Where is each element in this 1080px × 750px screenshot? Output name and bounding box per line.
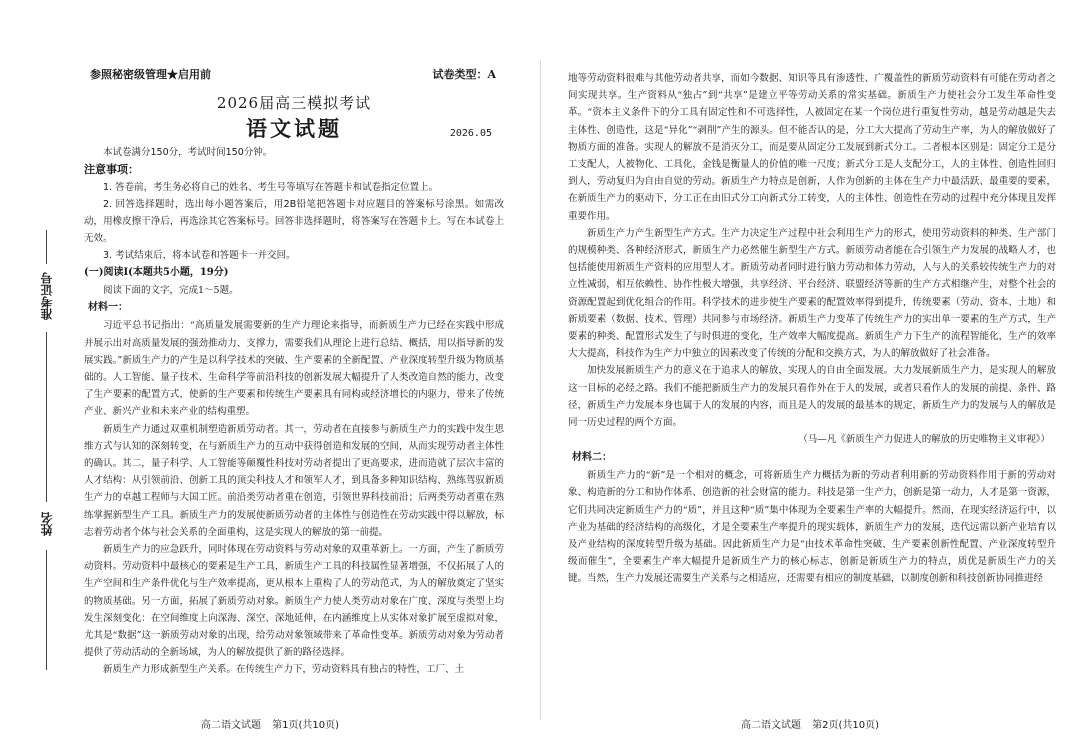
confidentiality-label: 参照秘密级管理★启用前 bbox=[90, 68, 211, 81]
footer-subject: 高二语文试题 bbox=[200, 720, 261, 731]
body-paragraph: 新质生产力通过双重机制塑造新质劳动者。其一，劳动者在直接参与新质生产力的实践中发生思维方式与认知的深刻转变，在与新质生产力的互动中获得创造和发展的空间，从而实现劳动者主体性的确认。其二，量子科学、人工智能等颠覆性科技对劳动者提出了更高要求，进而造就了层次丰富的人才结构：从引领前沿、创新工具的顶尖科技人才和领军人才，到具备多种知识结构、熟练驾驭新质生产力的卓越工程师与大国工匠。前沿类劳动者重在创造，引领世界科技前沿；后两类劳动者重在熟练掌握新型生产工具。新质生产力的发展使新质劳动者的主体性与创造性在劳动实践中得以解放，标志着劳动者个体与社会关系的全面重构，这是实现人的解放的第一前提。 bbox=[84, 423, 504, 538]
binding-margin bbox=[36, 230, 62, 670]
subject-row bbox=[84, 114, 504, 144]
body-paragraph: 地等劳动资料很难与其他劳动者共享，而如今数据、知识等具有渗透性、广覆盖性的新质劳动资料有可能在劳动者之间实现共享。生产资料从“独占”到“共享”是建立平等劳动关系的常实基础。新质生产力使社会分工发生革命性变革。“资本主义条件下的分工具有固定性和不可选择性，人被固定在某一个岗位进行重复性劳动，越是劳动越是失去主体性、创造性，这是“异化”“剥削”产生的源头。但不能否认的是，分工大大提高了劳动生产率，为人的解放做好了物质方面的准备。实现人的解放不是消灭分工，而是要从固定分工发展到新式分工。二者根本区别是：固定分工是分工支配人，人被物化、工具化，金钱是衡量人的价值的唯一尺度；新式分工是人支配分工，人的主体性、创造性回归到人，劳动复归为自由自觉的劳动。新质生产力特点是创新，人作为创新的主体在生产力中最活跃、最重要的要素，在新质生产力的驱动下，分工正在由旧式分工向新式分工转变，人的主体性、创造性在劳动的过程中充分体现且发挥重要作用。 bbox=[568, 73, 1056, 222]
notes-title: 注意事项： bbox=[84, 163, 139, 177]
page-1-footer bbox=[0, 716, 540, 731]
material-two-label: 材料二： bbox=[572, 452, 612, 464]
name-label: 姓名 bbox=[40, 512, 54, 536]
page-2-footer bbox=[540, 716, 1080, 731]
subject-title: 语文试题 bbox=[246, 116, 342, 141]
body-paragraph: 习近平总书记指出：“高质量发展需要新的生产力理论来指导，而新质生产力已经在实践中形成并展示出对高质量发展的强劲推动力、支撑力，需要我们从理论上进行总结、概括，用以指导新的发展实践。”新质生产力的产生是以科学技术的突破、生产要素的全新配置、产业深度转型升级为物质基础的。人工智能、量子技术、生命科学等前沿科技的创新发展大幅提升了人类改造自然的能力，改变了生产要素的配置方式，使新的生产要素和传统生产要素具有同构或经济增长的内驱力，带来了传统产业、新兴产业和未来产业的结构重塑。 bbox=[84, 320, 504, 418]
note-item: 2. 回答选择题时，选出每小题答案后，用2B铅笔把答题卡对应题目的答案标号涂黑。如需改动，用橡皮擦干净后，再选涂其它答案标号。回答非选择题时，将答案写在答题卡上。写在本试卷上无效。 bbox=[84, 199, 504, 245]
body-paragraph: 新质生产力形成新型生产关系。在传统生产力下，劳动资料具有独占的特性，工厂、土 bbox=[103, 664, 465, 676]
page-2-content bbox=[568, 70, 1056, 588]
page-1-content bbox=[84, 66, 504, 679]
exam-id-label: 准考证号 bbox=[40, 272, 54, 320]
footer-page-number: 第2页(共10页) bbox=[812, 720, 880, 731]
paper-type-label: 试卷类型：A bbox=[432, 68, 496, 81]
body-paragraph: 新质生产力的应急跃升，同时体现在劳动资料与劳动对象的双重革新上。一方面，产生了新质劳动资料。劳动资料中最核心的要素是生产工具，新质生产工具的科技属性显著增强，不仅拓展了人的生产空间和生产条件优化与生产效率提高，更从根本上重构了人的劳动范式，为人的解放奠定了坚实的物质基础。另一方面，拓展了新质劳动对象。新质生产力使人类劳动对象在广度、深度与类型上均发生深刻变化：在空间维度上向深海、深空、深地延伸，在内涵维度上从实体对象扩展至虚拟对象，尤其是“数据”这一新质劳动对象的出现，给劳动对象领域带来了革命性变革。新质劳动对象为劳动者提供了劳动活动的全新场域，为人的解放提供了新的路径选择。 bbox=[84, 544, 504, 659]
exam-date: 2026.05 bbox=[449, 128, 492, 139]
reading-instruction: 阅读下面的文字，完成1～5题。 bbox=[103, 285, 239, 297]
section-title: (一)阅读Ⅰ(本题共5小题，19分) bbox=[84, 267, 229, 279]
body-paragraph: 加快发展新质生产力的意义在于追求人的解放，实现人的自由全面发展。大力发展新质生产力，是实现人的解放这一目标的必经之路。我们不能把新质生产力的发展只看作外在于人的发展，或者只看作人的发展的前提、条件、路径，新质生产力发展本身也属于人的发展的内容，而且是人的发展的最基本的规定，新质生产力的发展与人的解放是同一历史过程的两个方面。 bbox=[568, 365, 1056, 429]
body-paragraph: 新质生产力产生新型生产方式。生产力决定生产过程中社会利用生产力的形式，使用劳动资料的种类、生产部门的规模种类、各种经济形式，新质生产力必然催生新型生产方式。新质劳动者能在合引领生产力发展的战略人才，也包括能使用新质生产资料的应用型人才。新质劳动者同时进行脑力劳动和体力劳动，人与人的关系较传统生产力的对立性减弱，相互依赖性、协作性极大增强，共享经济、平台经济、联盟经济等新的生产方式相继产生，对整个社会的资源配置起到优化组合的作用。科学技术的进步使生产要素的配置效率得到提升，传统要素（劳动、资本、土地）和新质要素（数据、技术、管理）共同参与市场经济。新质生产力变革了传统生产力的实出单一要素的生产方式，生产要素的种类、配置形式发生了与时俱进的变化，生产效率大幅度提高。新质生产力下生产的流程智能化，生产的效率大大提高，科技作为生产力中独立的因素改变了传统的分配和交换方式，为人的解放做好了社会准备。 bbox=[568, 227, 1056, 360]
note-item: 1. 答卷前，考生务必将自己的姓名、考生号等填写在答题卡和试卷指定位置上。 bbox=[103, 182, 439, 194]
source-citation: （马—凡《新质生产力促进人的解放的历史唯物主义审视》） bbox=[798, 434, 1050, 446]
exam-title: 2026届高三模拟考试 bbox=[216, 94, 372, 112]
note-item: 3. 考试结束后，将本试卷和答题卡一并交回。 bbox=[103, 250, 296, 262]
material-one-label: 材料一： bbox=[88, 302, 128, 314]
name-line bbox=[46, 550, 47, 670]
body-paragraph: 新质生产力的“新”是一个相对的概念，可将新质生产力概括为新的劳动者利用新的劳动资料作用于新的劳动对象、构造新的分工和协作体系、创造新的社会财富的能力。科技是第一生产力，创新是第一动力，人才是第一资源，它们共同决定新质生产力的“质”，并且这种“质”集中体现为全要素生产率的大幅提升。然而，在现实经济运行中，以产业为基础的经济结构的高级化，才是全要素生产率提升的现实载体，新质生产力的发展，迭代远需以新产业培育以及产业结构的深度转型升级为基础。因此新质生产力是“由技术革命性突破、生产要素创新性配置、产业深度转型升级而催生”，全要素生产率大幅提升是新质生产力的核心标志，创新是新质生产力的特点，质优是新质生产力的关键。当然，生产力发展还需要生产关系与之相适应，还需要有相应的制度基础，以制度创新和科技创新协同推进经 bbox=[568, 470, 1056, 585]
footer-page-number: 第1页(共10页) bbox=[272, 720, 340, 731]
exam-id-line-top bbox=[46, 230, 47, 264]
footer-subject: 高二语文试题 bbox=[740, 720, 801, 731]
intro-text: 本试卷满分150分，考试时间150分钟。 bbox=[103, 147, 273, 158]
page-header bbox=[84, 66, 504, 84]
exam-page-2 bbox=[540, 0, 1080, 750]
exam-id-line-bottom bbox=[46, 332, 47, 502]
